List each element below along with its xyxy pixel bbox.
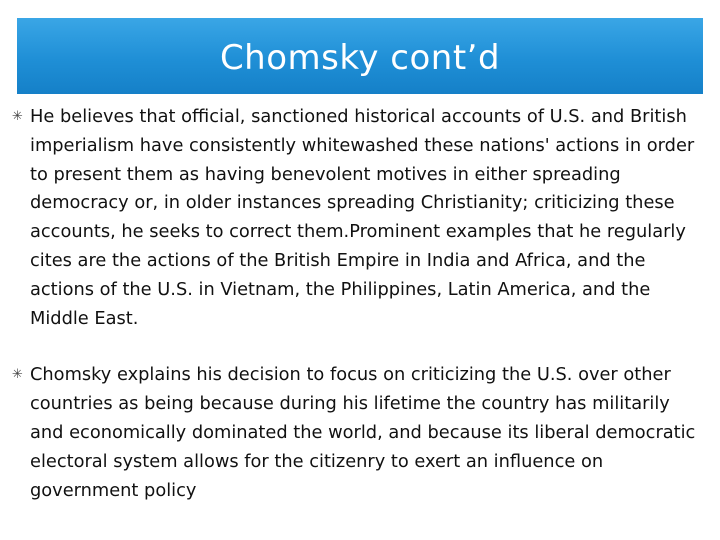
bullet-item [8, 103, 708, 333]
bullet-list [8, 103, 708, 505]
asterisk-icon: ✳ [12, 367, 23, 383]
title-banner [17, 18, 703, 94]
bullet-text: Chomsky explains his decision to focus on criticizing the U.S. over other countries as being because during his lifetime the country has militarily and economically dominated the world, and because its liberal democratic electoral system allows for the citizenry to exert an influence on government policy [30, 364, 696, 501]
bullet-text: He believes that official, sanctioned historical accounts of U.S. and British imperialism have consistently whitewashed these nations' actions in order to present them as having benevolent motives in either spreading democracy or, in older instances spreading Christianity; criticizing these accounts, he seeks to correct them.Prominent examples that he regularly cites are the actions of the British Empire in India and Africa, and the actions of the U.S. in Vietnam, the Philippines, Latin America, and the Middle East. [30, 106, 695, 329]
slide-title: Chomsky cont’d [219, 38, 501, 78]
asterisk-icon: ✳ [12, 109, 23, 124]
bullet-item [8, 361, 708, 505]
